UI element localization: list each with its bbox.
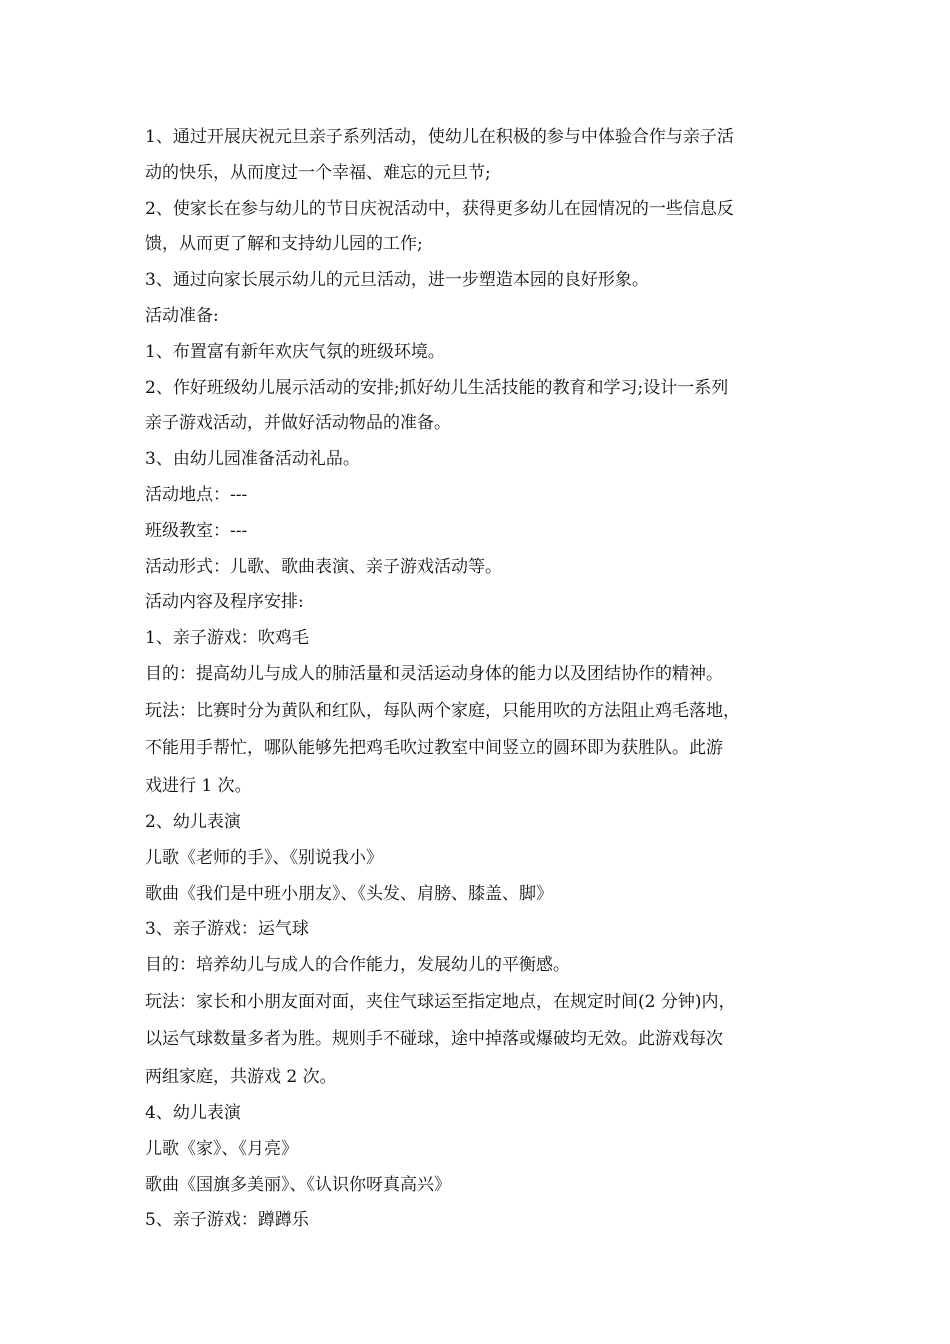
text-line: 3、由幼儿园准备活动礼品。 — [145, 449, 360, 470]
text-line: 目的：培养幼儿与成人的合作能力，发展幼儿的平衡感。 — [145, 955, 570, 976]
document-body — [145, 120, 835, 1239]
text-line: 1、通过开展庆祝元旦亲子系列活动，使幼儿在积极的参与中体验合作与亲子活 — [145, 127, 734, 147]
text-line: 2、幼儿表演 — [145, 811, 241, 832]
text-line: 1、亲子游戏：吹鸡毛 — [145, 628, 309, 649]
text-line: 戏进行 1 次。 — [145, 775, 252, 796]
text-line: 玩法：家长和小朋友面对面，夹住气球运至指定地点，在规定时间(2 分钟)内， — [145, 991, 736, 1012]
section-heading: 活动准备: — [145, 305, 219, 326]
text-line: 儿歌《家》、《月亮》 — [145, 1138, 298, 1159]
text-line: 歌曲《我们是中班小朋友》、《头发、肩膀、膝盖、脚》 — [145, 883, 553, 904]
text-line: 活动形式：儿歌、歌曲表演、亲子游戏活动等。 — [145, 556, 502, 577]
section-heading: 活动内容及程序安排: — [145, 592, 304, 613]
text-line: 目的：提高幼儿与成人的肺活量和灵活运动身体的能力以及团结协作的精神。 — [145, 663, 723, 684]
text-line: 以运气球数量多者为胜。规则手不碰球，途中掉落或爆破均无效。此游戏每次 — [145, 1029, 723, 1050]
text-line: 5、亲子游戏：蹲蹲乐 — [145, 1210, 309, 1231]
text-line: 亲子游戏活动，并做好活动物品的准备。 — [145, 413, 451, 434]
text-line: 活动地点：--- — [145, 484, 248, 505]
text-line: 4、幼儿表演 — [145, 1103, 241, 1124]
text-line: 儿歌《老师的手》、《别说我小》 — [145, 847, 383, 868]
text-line: 动的快乐，从而度过一个幸福、难忘的元旦节; — [145, 162, 491, 183]
text-line: 2、作好班级幼儿展示活动的安排;抓好幼儿生活技能的教育和学习;设计一系列 — [145, 377, 729, 398]
text-line: 歌曲《国旗多美丽》、《认识你呀真高兴》 — [145, 1174, 451, 1195]
text-line: 馈，从而更了解和支持幼儿园的工作; — [145, 234, 423, 255]
text-line: 班级教室：--- — [145, 520, 248, 541]
text-line: 不能用手帮忙，哪队能够先把鸡毛吹过教室中间竖立的圆环即为获胜队。此游 — [145, 738, 723, 759]
text-line: 3、通过向家长展示幼儿的元旦活动，进一步塑造本园的良好形象。 — [145, 270, 649, 291]
text-line: 1、布置富有新年欢庆气氛的班级环境。 — [145, 341, 445, 362]
text-line: 玩法：比赛时分为黄队和红队，每队两个家庭，只能用吹的方法阻止鸡毛落地， — [145, 700, 740, 721]
text-line: 3、亲子游戏：运气球 — [145, 919, 309, 940]
text-line: 2、使家长在参与幼儿的节日庆祝活动中，获得更多幼儿在园情况的一些信息反 — [145, 198, 734, 219]
text-line: 两组家庭，共游戏 2 次。 — [145, 1066, 337, 1087]
